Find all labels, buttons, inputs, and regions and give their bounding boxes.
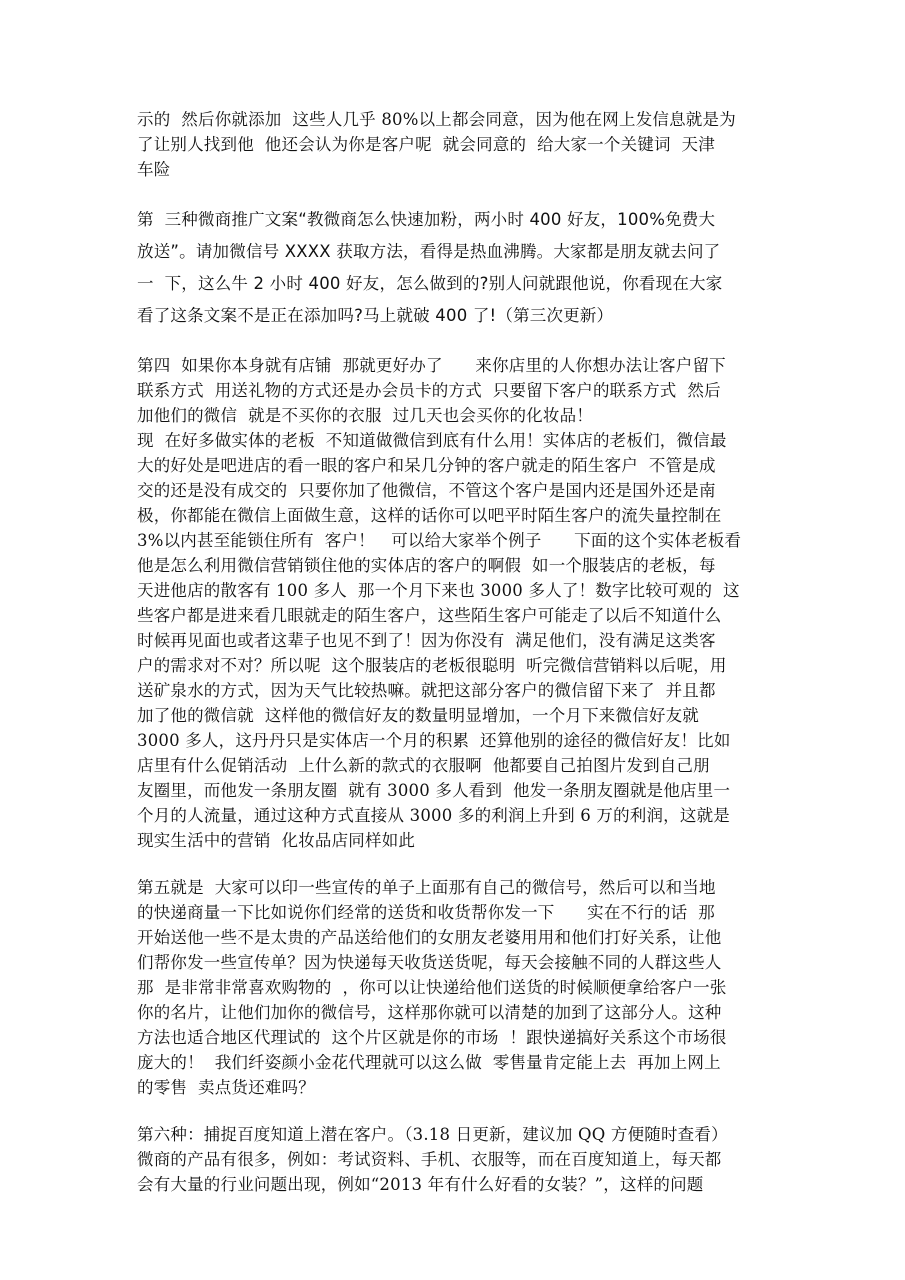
text-line: 第四 如果你本身就有店铺 那就更好办了 来你店里的人你想办法让客户留下 [137,356,726,375]
text-line: 3000 多人，这丹丹只是实体店一个月的积累 还算他别的途径的微信好友！比如 [137,731,731,750]
text-line: 那 是非常非常喜欢购物的 ，你可以让快递给他们送货的时候顺便拿给客户一张 [137,978,727,997]
text-line: 的快递商量一下比如说你们经常的送货和收货帮你发一下 实在不行的话 那 [137,903,715,922]
text-line: 示的 然后你就添加 这些人几乎 80%以上都会同意，因为他在网上发信息就是为 [137,110,736,129]
text-line: 方法也适合地区代理试的 这个片区就是你的市场 ！跟快递搞好关系这个市场很 [137,1028,727,1047]
text-line: 一 下，这么牛 2 小时 400 好友，怎么做到的?别人问就跟他说，你看现在大家 [137,274,723,293]
text-line: 第六种：捕捉百度知道上潜在客户。（3.18 日更新，建议加 QQ 方便随时查看） [137,1125,728,1144]
text-line: 第 三种微商推广文案“教微商怎么快速加粉，两小时 400 好友，100%免费大 [137,210,716,229]
text-line: 他是怎么利用微信营销锁住他的实体店的客户的啊假 如一个服装店的老板，每 [137,556,716,575]
text-line: 大的好处是吧进店的看一眼的客户和呆几分钟的客户就走的陌生客户 不管是成 [137,456,716,475]
text-line: 加他们的微信 就是不买你的衣服 过几天也会买你的化妆品！ [137,406,593,425]
text-line: 车险 [137,160,171,179]
text-line: 会有大量的行业问题出现，例如“2013 年有什么好看的女装？”，这样的问题 [137,1175,704,1194]
text-line: 店里有什么促销活动 上什么新的款式的衣服啊 他都要自己拍图片发到自己朋 [137,756,710,775]
text-line: 看了这条文案不是正在添加吗?马上就破 400 了!（第三次更新） [137,306,614,325]
text-line: 的零售 卖点货还难吗？ [137,1078,315,1097]
text-line: 放送”。请加微信号 XXXX 获取方法，看得是热血沸腾。大家都是朋友就去问了 [137,242,721,261]
text-line: 庞大的！ 我们纤姿颜小金花代理就可以这么做 零售量肯定能上去 再加上网上 [137,1053,721,1072]
text-line: 第五就是 大家可以印一些宣传的单子上面那有自己的微信号，然后可以和当地 [137,878,716,897]
text-line: 了让别人找到他 他还会认为你是客户呢 就会同意的 给大家一个关键词 天津 [137,135,715,154]
text-line: 加了他的微信就 这样他的微信好友的数量明显增加，一个月下来微信好友就 [137,706,699,725]
text-line: 户的需求对不对？所以呢 这个服装店的老板很聪明 听完微信营销料以后呢，用 [137,656,727,675]
text-line: 个月的人流量，通过这种方式直接从 3000 多的利润上升到 6 万的利润，这就是 [137,806,730,825]
text-line: 联系方式 用送礼物的方式还是办会员卡的方式 只要留下客户的联系方式 然后 [137,381,721,400]
text-line: 些客户都是进来看几眼就走的陌生客户，这些陌生客户可能走了以后不知道什么 [137,606,722,625]
text-line: 极，你都能在微信上面做生意，这样的话你可以吧平时陌生客户的流失量控制在 [137,506,722,525]
text-line: 开始送他一些不是太贵的产品送给他们的女朋友老婆用用和他们打好关系，让他 [137,928,722,947]
text-line: 时候再见面也或者这辈子也见不到了！因为你没有 满足他们，没有满足这类客 [137,631,716,650]
text-line: 3%以内甚至能锁住所有 客户！ 可以给大家举个例子 下面的这个实体老板看 [137,531,742,550]
text-line: 你的名片，让他们加你的微信号，这样那你就可以清楚的加到了这部分人。这种 [137,1003,722,1022]
text-line: 现 在好多做实体的老板 不知道做微信到底有什么用！实体店的老板们，微信最 [137,431,727,450]
text-line: 交的还是没有成交的 只要你加了他微信，不管这个客户是国内还是国外还是南 [137,481,716,500]
text-line: 现实生活中的营销 化妆品店同样如此 [137,831,416,850]
text-line: 们帮你发一些宣传单？因为快递每天收货送货呢，每天会接触不同的人群这些人 [137,953,722,972]
text-line: 送矿泉水的方式，因为天气比较热嘛。就把这部分客户的微信留下来了 并且都 [137,681,716,700]
text-line: 友圈里，而他发一条朋友圈 就有 3000 多人看到 他发一条朋友圈就是他店里一 [137,781,731,800]
text-line: 微商的产品有很多，例如：考试资料、手机、衣服等，而在百度知道上，每天都 [137,1150,722,1169]
text-line: 天进他店的散客有 100 多人 那一个月下来也 3000 多人了！数字比较可观的 这 [137,581,740,600]
